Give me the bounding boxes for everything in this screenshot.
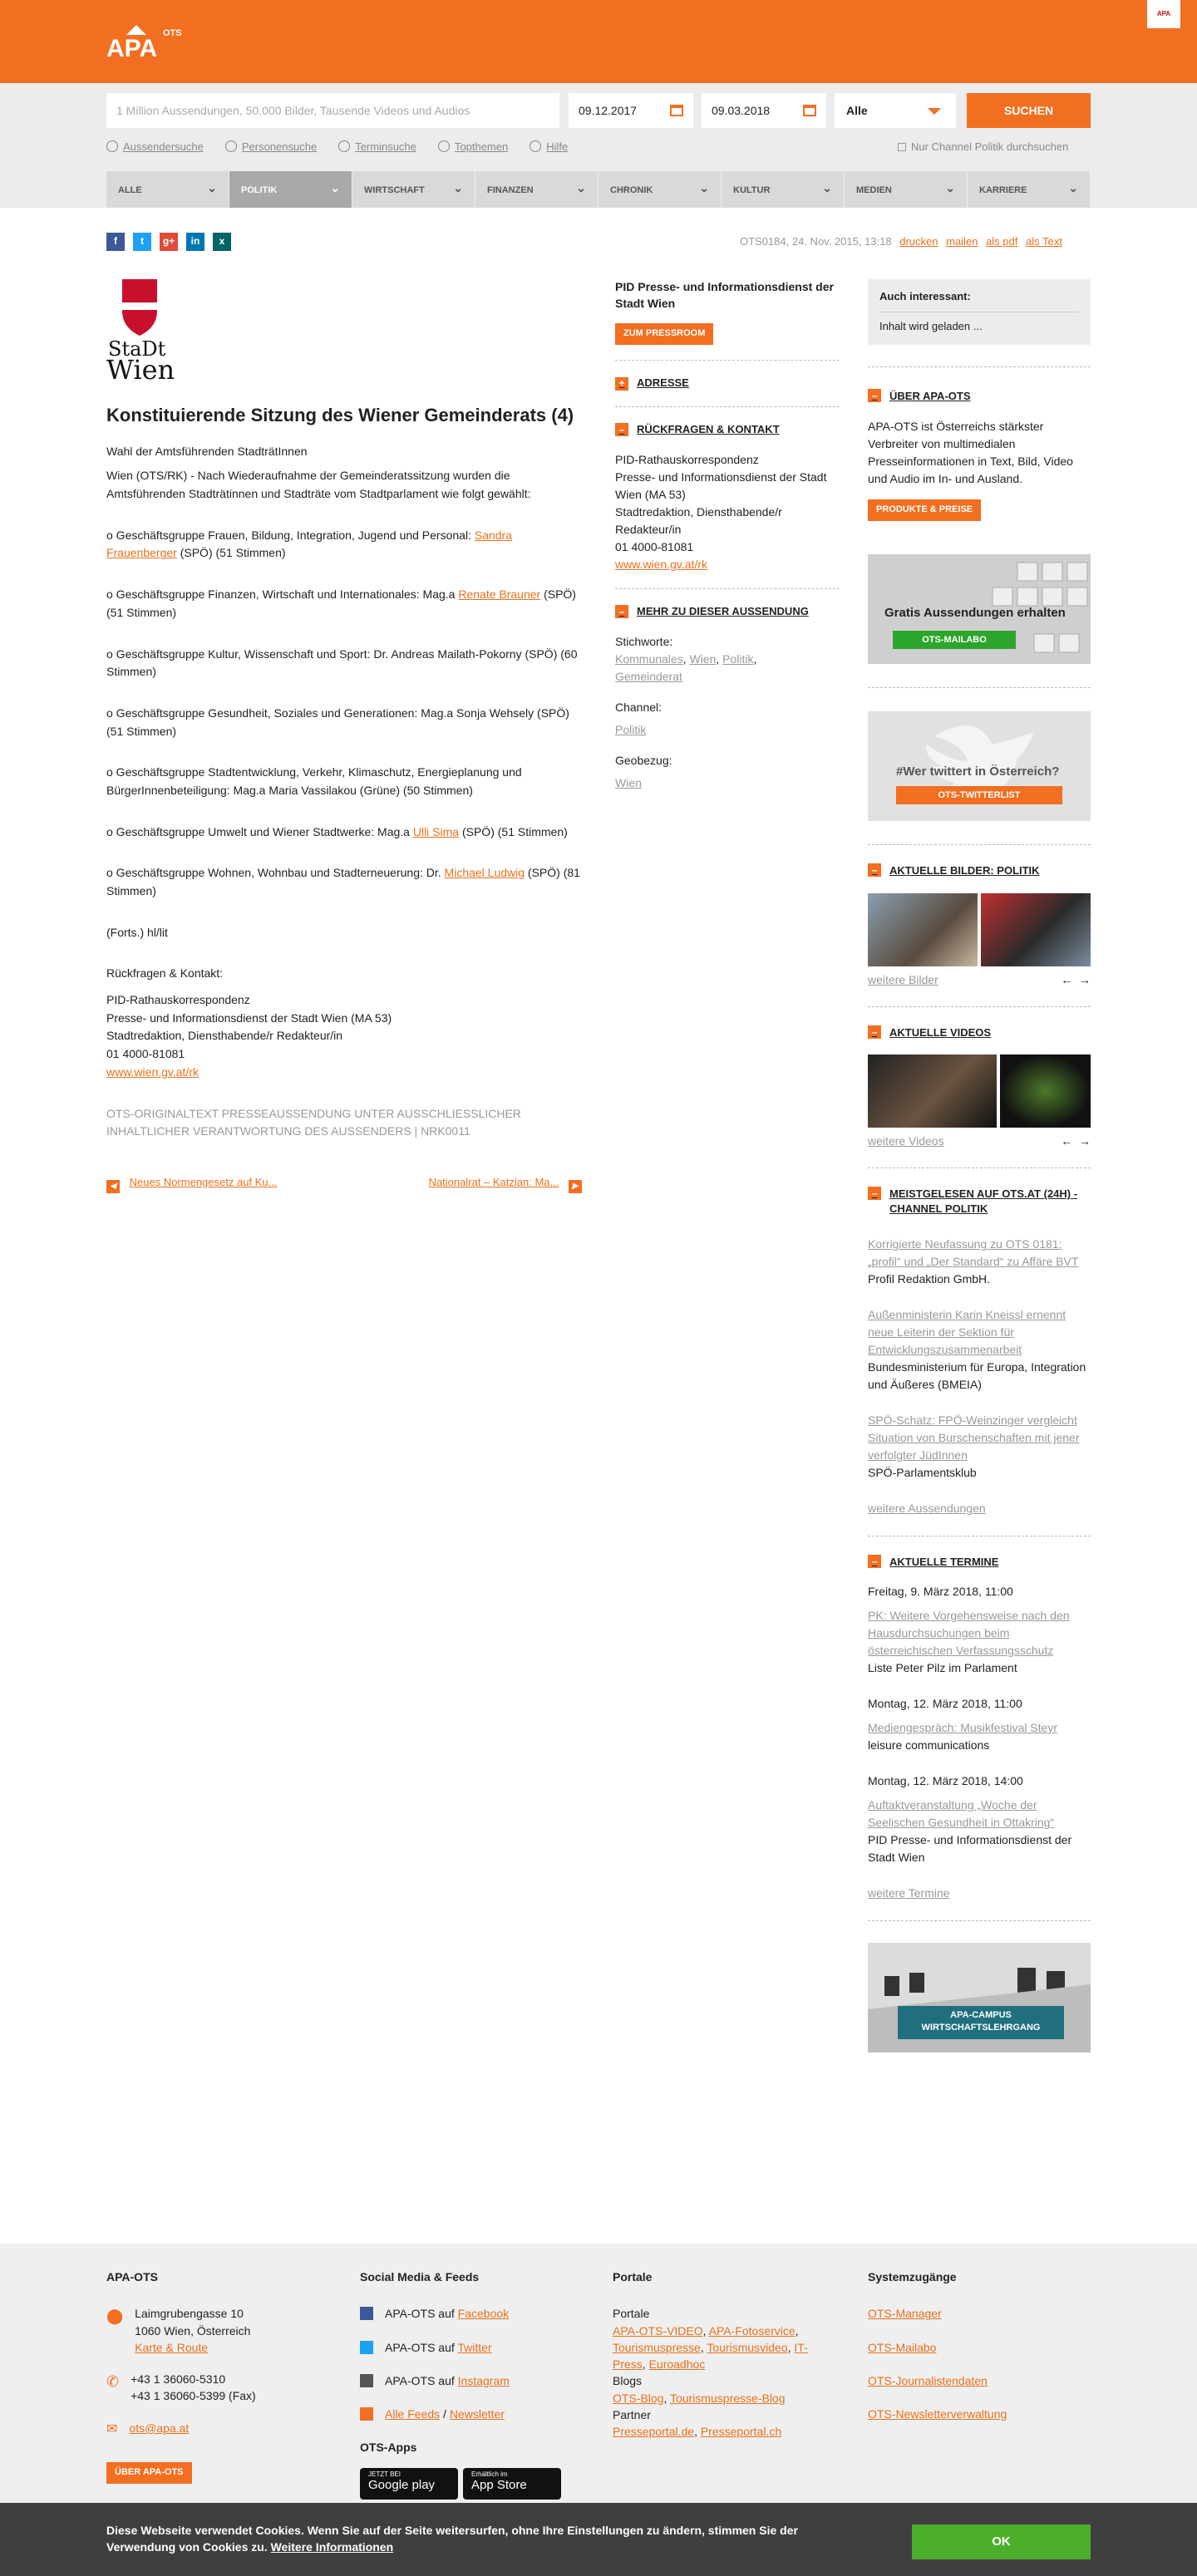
carousel-arrows[interactable]: ← → [1061, 972, 1091, 986]
images-toggle[interactable]: – AKTUELLE BILDER: POLITIK [868, 863, 1091, 878]
rss-icon [360, 2407, 373, 2421]
article-item: o Geschäftsgruppe Frauen, Bildung, Integration, Jugend und Personal: Sandra Frauenberger (SPÖ) (51 Stimmen) [106, 528, 513, 560]
search-input[interactable]: 1 Million Aussendungen, 50.000 Bilder, Tausende Videos und Audios [106, 93, 559, 128]
keywords: Kommunales, Wien, Politik, Gemeinderat [615, 651, 757, 683]
list-item: Korrigierte Neufassung zu OTS 0181: „profil“ und „Der Standard“ zu Affäre BVT Profil Redaktion GmbH. [868, 1237, 1079, 1286]
keyword-link[interactable]: Gemeinderat [615, 669, 682, 683]
more-videos-link[interactable]: weitere Videos [868, 1134, 944, 1148]
date-to-value: 09.03.2018 [712, 103, 771, 117]
mail-icon: ✉ [106, 2421, 118, 2436]
location-icon: ⬤ [106, 2308, 124, 2325]
twitter-icon [360, 2341, 373, 2354]
system-link[interactable]: OTS-Journalistendaten [868, 2373, 988, 2387]
search-button[interactable]: SUCHEN [967, 93, 1091, 128]
list-item: Freitag, 9. März 2018, 11:00 PK: Weitere Vorgehensweise nach den Hausdurchsuchungen beim österreichischen Verfassungsschutz Liste Peter Pilz im Parlament [868, 1584, 1070, 1674]
article-item: o Geschäftsgruppe Wohnen, Wohnbau und Stadterneuerung: Dr. Michael Ludwig (SPÖ) (81 Stimmen) [106, 866, 580, 897]
twitter-icon[interactable]: t [133, 233, 151, 251]
google-play-badge[interactable]: JETZT BEI Google play [360, 2468, 458, 2500]
channel-nav [106, 171, 1091, 208]
more-toggle[interactable]: – MEHR ZU DIESER AUSSENDUNG [615, 604, 840, 620]
twitterlist-banner[interactable] [868, 711, 1091, 821]
prev-next-nav [106, 1175, 582, 1193]
sender-icon [106, 140, 118, 152]
apa-corner-logo[interactable]: APA [1147, 0, 1180, 28]
top-read-toggle[interactable]: – MEISTGELESEN AUF OTS.AT (24H) - CHANNEL POLITIK [868, 1187, 1091, 1216]
date-from-field[interactable] [569, 93, 693, 128]
minus-icon: – [615, 423, 628, 436]
xing-icon[interactable]: x [213, 233, 231, 251]
minus-icon: – [868, 863, 881, 877]
google-plus-icon[interactable]: g+ [160, 233, 178, 251]
footer-heading: Portale [613, 2270, 653, 2283]
compass-icon [438, 140, 450, 152]
top-bar [0, 0, 1197, 83]
info-icon [530, 140, 541, 152]
article-intro: Wien (OTS/RK) - Nach Wiederaufnahme der Gemeinderatssitzung wurden die Amtsführenden Stadträtinnen und Stadträte vom Stadtparlament wie folgt gewählt: [106, 469, 531, 501]
dropdown-arrow-icon [928, 108, 941, 115]
article-item: o Geschäftsgruppe Umwelt und Wiener Stadtwerke: Mag.a Ulli Sima (SPÖ) (51 Stimmen) [106, 824, 568, 838]
plus-icon: + [615, 377, 628, 391]
about-toggle[interactable]: – ÜBER APA-OTS [868, 389, 1091, 404]
keyword-link[interactable]: Wien [689, 651, 717, 666]
cookie-info-link[interactable]: Weitere Informationen [270, 2539, 394, 2554]
checkbox-icon[interactable] [898, 143, 906, 151]
article-item: o Geschäftsgruppe Stadtentwicklung, Verkehr, Klimaschutz, Energieplanung und BürgerInnenbeteiligung: Mag.a Maria Vassilakou (Grüne) (50 Stimmen) [106, 765, 522, 797]
top-read-list [868, 1236, 1091, 1517]
products-button[interactable]: PRODUKTE & PREISE [868, 499, 981, 521]
sender-column [615, 279, 840, 792]
article [106, 403, 582, 1154]
footer-col-portals: Portale Portale APA-OTS-VIDEO, APA-Fotoservice, Tourismuspresse, Tourismusvideo, IT-Press, Euroadhoc Blogs OTS-Blog, Tourismuspresse-Blog Partner Presseportal.de, Presseportal.ch [613, 2269, 833, 2441]
cookie-banner [0, 2503, 1197, 2576]
article-title: Konstituierende Sitzung des Wiener Gemeinderats (4) [106, 405, 574, 425]
link-personensuche[interactable]: Personensuche [225, 140, 317, 155]
person-link[interactable]: Sandra Frauenberger [106, 528, 513, 560]
text-link[interactable]: als Text [1025, 235, 1062, 248]
campus-banner[interactable] [868, 1943, 1091, 2052]
article-meta [740, 234, 1062, 250]
arrow-right-icon: ▶ [569, 1180, 582, 1193]
blog-link[interactable]: Tourismuspresse-Blog [670, 2391, 786, 2405]
nav-chronik[interactable]: CHRONIK ⌄ [598, 171, 721, 208]
mail-link[interactable]: mailen [946, 235, 978, 248]
route-link[interactable]: Karte & Route [135, 2340, 209, 2354]
keywords-label: Stichworte: [615, 634, 673, 648]
originaltext-note: OTS-ORIGINALTEXT PRESSEAUSSENDUNG UNTER AUSSCHLIESSLICHER INHALTLICHER VERANTWORTUNG DES AUSSENDERS | NRK0011 [106, 1106, 521, 1138]
mailabo-banner[interactable] [868, 554, 1091, 664]
cookie-text: Diese Webseite verwendet Cookies. Wenn Sie auf der Seite weitersurfen, ohne Ihre Einstellungen zu ändern, stimmen Sie der Verwendung von Cookies zu. Weitere Informationen [106, 2524, 798, 2554]
category-select[interactable] [835, 93, 956, 128]
footer-heading: Social Media & Feeds [360, 2270, 480, 2283]
facebook-icon[interactable]: f [106, 233, 125, 251]
search-links [106, 140, 568, 155]
press-image[interactable] [981, 893, 1091, 966]
twitter-link[interactable]: Twitter [457, 2340, 492, 2354]
geo-label: Geobezug: [615, 753, 672, 767]
link-topthemen[interactable]: Topthemen [438, 140, 508, 155]
videos-toggle[interactable]: – AKTUELLE VIDEOS [868, 1025, 1091, 1040]
footer-col-apa: APA-OTS ⬤ Laimgrubengasse 10 1060 Wien, Österreich Karte & Route ✆ +43 1 36060-5310 +43 1 36060-5399 (Fax) ✉ ots@apa.at ÜBER APA-OTS [106, 2269, 323, 2484]
instagram-link[interactable]: Instagram [457, 2373, 510, 2387]
search-zone [0, 83, 1197, 208]
portal-link[interactable]: Tourismuspresse [613, 2340, 701, 2354]
minus-icon: – [868, 1025, 881, 1039]
sender-contact: PID-Rathauskorrespondenz Presse- und Informationsdienst der Stadt Wien (MA 53) Stadtredaktion, Diensthabende/r Redakteur/in 01 4000-81081 www.wien.gv.at/rk [615, 452, 827, 571]
interest-box [868, 279, 1091, 345]
sidebar [868, 279, 1091, 2052]
list-item: Montag, 12. März 2018, 11:00 Mediengespräch: Musikfestival Steyr leisure communications [868, 1696, 1057, 1752]
sender-name: PID Presse- und Informationsdienst der Stadt Wien [615, 280, 834, 310]
footer-heading: Systemzugänge [868, 2270, 957, 2283]
date-from-value: 09.12.2017 [579, 103, 638, 117]
article-id: OTS0184, 24. Nov. 2015, 13:18 [740, 235, 892, 248]
minus-icon: – [868, 1555, 881, 1568]
nav-medien[interactable]: MEDIEN ⌄ [845, 171, 967, 208]
about-text: APA-OTS ist Österreichs stärkster Verbreiter von multimedialen Presseinformationen in Text, Bild, Video und Audio im In- und Ausland. [868, 420, 1073, 486]
instagram-icon [360, 2374, 373, 2387]
portal-link[interactable]: Euroadhoc [648, 2357, 706, 2372]
share-bar [106, 233, 231, 251]
portal-link[interactable]: Tourismusvideo [707, 2340, 788, 2354]
logo-text: APA [106, 35, 158, 62]
more-releases-link[interactable]: weitere Aussendungen [868, 1502, 986, 1516]
channel-label: Channel: [615, 700, 663, 714]
link-terminsuche[interactable]: Terminsuche [338, 140, 416, 155]
partner-link[interactable]: Presseportal.ch [700, 2425, 782, 2439]
video-thumbnail[interactable] [1000, 1054, 1091, 1128]
more-events-link[interactable]: weitere Termine [868, 1885, 950, 1900]
partner-link[interactable]: Presseportal.de [613, 2425, 695, 2439]
minus-icon: – [615, 605, 628, 618]
campus-label: APA-CAMPUS WIRTSCHAFTSLEHRGANG [898, 2006, 1064, 2039]
link-hilfe[interactable]: Hilfe [530, 140, 568, 155]
facebook-icon [360, 2307, 373, 2320]
article-item: o Geschäftsgruppe Finanzen, Wirtschaft und Internationales: Mag.a Renate Brauner (SPÖ) (51 Stimmen) [106, 587, 576, 619]
twitter-text: #Wer twittert in Österreich? [896, 764, 1060, 779]
article-item: o Geschäftsgruppe Kultur, Wissenschaft und Sport: Dr. Andreas Mailath-Pokorny (SPÖ) (60 Stimmen) [106, 646, 578, 679]
footer-col-social: Social Media & Feeds APA-OTS auf Facebook APA-OTS auf Twitter APA-OTS auf Instagram Alle Feeds / Newsletter OTS-Apps JETZT BEI Google play Erhältlich im App Store [360, 2269, 576, 2500]
person-link[interactable]: Renate Brauner [458, 587, 541, 602]
contact-block: PID-Rathauskorrespondenz Presse- und Informationsdienst der Stadt Wien (MA 53) Stadtredaktion, Diensthabende/r Redakteur/in 01 4000-81081 www.wien.gv.at/rk [106, 993, 392, 1079]
system-link[interactable]: OTS-Newsletterverwaltung [868, 2407, 1007, 2421]
logo-sub: OTS [163, 28, 182, 38]
pressroom-button[interactable]: ZUM PRESSROOM [615, 323, 713, 345]
person-link[interactable]: Michael Ludwig [444, 866, 525, 880]
address-toggle[interactable]: + ADRESSE [615, 376, 840, 391]
interest-title: Auch interessant: [879, 290, 971, 302]
mailabo-text: Gratis Aussendungen erhalten [884, 606, 1066, 621]
print-link[interactable]: drucken [899, 235, 938, 248]
calendar-icon[interactable] [670, 105, 683, 116]
pdf-link[interactable]: als pdf [986, 235, 1018, 248]
nav-politik[interactable]: POLITIK ⌄ [229, 171, 352, 208]
geo-link[interactable]: Wien [615, 775, 642, 789]
clock-icon [338, 140, 350, 152]
twitterlist-button[interactable]: OTS-TWITTERLIST [896, 786, 1062, 804]
nav-wirtschaft[interactable]: WIRTSCHAFT ⌄ [352, 171, 475, 208]
portal-link[interactable]: IT-Press [613, 2340, 808, 2372]
article-item: o Geschäftsgruppe Gesundheit, Soziales und Generationen: Mag.a Sonja Wehsely (SPÖ) (51 Stimmen) [106, 705, 569, 738]
footer-about-button[interactable]: ÜBER APA-OTS [106, 2462, 192, 2484]
svg-text:StaDt: StaDt [108, 337, 166, 361]
feeds-link[interactable]: Alle Feeds [385, 2407, 441, 2421]
contact-title: Rückfragen & Kontakt: [106, 966, 224, 981]
keyword-link[interactable]: Politik [722, 651, 754, 666]
portal-link[interactable]: APA-Fotoservice [708, 2323, 796, 2338]
article-lead: Wahl der Amtsführenden StadträtInnen [106, 444, 308, 458]
events-toggle[interactable]: – AKTUELLE TERMINE [868, 1555, 1091, 1570]
footer-heading: APA-OTS [106, 2270, 158, 2283]
system-link[interactable]: OTS-Mailabo [868, 2340, 937, 2354]
newsletter-link[interactable]: Newsletter [449, 2407, 505, 2421]
nav-kultur[interactable]: KULTUR ⌄ [722, 171, 844, 208]
date-to-field[interactable] [702, 93, 826, 128]
nav-karriere[interactable]: KARRIERE ⌄ [968, 171, 1090, 208]
prev-article-link[interactable]: ◀ Neues Normengesetz auf Ku... [106, 1175, 277, 1193]
carousel-arrows[interactable]: ← → [1061, 1134, 1091, 1148]
interest-text: Inhalt wird geladen ... [879, 312, 1079, 335]
phone-icon: ✆ [106, 2373, 120, 2391]
press-image[interactable] [868, 893, 978, 966]
svg-text:Wien: Wien [106, 354, 175, 382]
cookie-ok-button[interactable]: OK [912, 2524, 1091, 2559]
keyword-link[interactable]: Kommunales [615, 651, 683, 666]
stadt-wien-logo [106, 278, 185, 382]
mailabo-button[interactable]: OTS-MAILABO [893, 631, 1016, 649]
linkedin-icon[interactable]: in [186, 233, 204, 251]
footer-col-systems [868, 2269, 1091, 2439]
blog-link[interactable]: OTS-Blog [613, 2391, 664, 2405]
channel-filter-checkbox[interactable] [898, 140, 1068, 155]
facebook-link[interactable]: Facebook [457, 2307, 510, 2321]
category-select-value: Alle [846, 103, 868, 117]
arrow-left-icon: ◀ [106, 1180, 120, 1193]
contact-website-link[interactable]: www.wien.gv.at/rk [106, 1064, 199, 1079]
person-icon [225, 140, 237, 152]
list-item: Montag, 12. März 2018, 14:00 Auftaktveranstaltung „Woche der Seelischen Gesundheit in Ottakring“ PID Presse- und Informationsdienst der Stadt Wien [868, 1773, 1072, 1864]
contact-toggle[interactable]: – RÜCKFRAGEN & KONTAKT [615, 422, 840, 438]
nav-finanzen[interactable]: FINANZEN ⌄ [475, 171, 598, 208]
list-item: SPÖ-Schatz: FPÖ-Weinzinger vergleicht Situation von Burschenschaften mit jener verfolgter JüdInnen SPÖ-Parlamentsklub [868, 1413, 1080, 1480]
system-link[interactable]: OTS-Manager [868, 2307, 942, 2321]
app-store-badge[interactable]: Erhältlich im App Store [463, 2468, 561, 2500]
next-article-link[interactable]: Nationalrat – Katzian: Ma... ▶ [429, 1175, 582, 1193]
channel-link[interactable]: Politik [615, 722, 647, 736]
events-list [868, 1583, 1091, 1902]
more-images-link[interactable]: weitere Bilder [868, 972, 938, 986]
sender-website-link[interactable]: www.wien.gv.at/rk [615, 557, 707, 571]
nav-alle[interactable]: ALLE ⌄ [106, 171, 229, 208]
channel-filter-label: Nur Channel Politik durchsuchen [911, 140, 1069, 153]
calendar-icon[interactable] [803, 105, 816, 116]
video-thumbnail[interactable] [868, 1054, 997, 1128]
minus-icon: – [868, 1187, 881, 1200]
mail-link[interactable]: ots@apa.at [129, 2421, 190, 2435]
footer-heading: OTS-Apps [360, 2441, 417, 2455]
article-forts: (Forts.) hl/lit [106, 925, 168, 939]
minus-icon: – [868, 389, 881, 402]
portal-link[interactable]: APA-OTS-VIDEO [613, 2323, 703, 2338]
list-item: Außenministerin Karin Kneissl ernennt neue Leiterin der Sektion für Entwicklungszusammenarbeit Bundesministerium für Europa, Integration und Äußeres (BMEIA) [868, 1308, 1086, 1392]
link-aussendersuche[interactable]: Aussendersuche [106, 140, 204, 155]
person-link[interactable]: Ulli Sima [412, 824, 460, 838]
